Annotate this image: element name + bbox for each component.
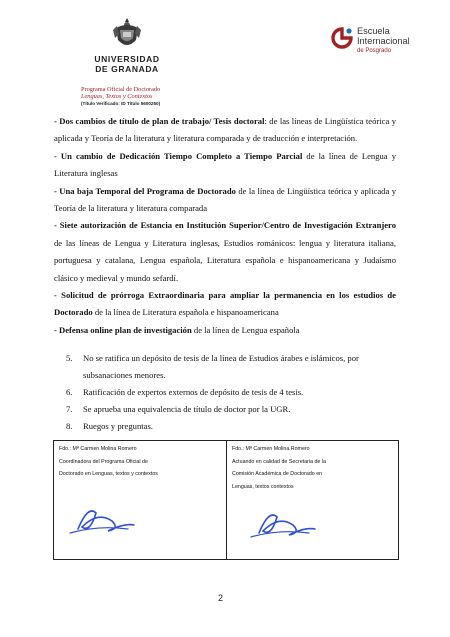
program-line-1: Programa Oficial de Doctorado xyxy=(81,86,161,93)
agenda-item xyxy=(54,322,396,339)
agenda-item xyxy=(54,287,396,322)
agenda-item-text: de la línea de Lingüística teórica y aplicada y Teoría de la literatura y literatura comparada xyxy=(54,185,396,214)
list-item xyxy=(66,401,396,418)
agenda-item xyxy=(54,148,396,183)
agenda-item-title: - Defensa online plan de investigación xyxy=(54,324,192,335)
agenda-item-title: - Solicitud de prórroga Extraordinaria para ampliar la permanencia en los estudios de Doctorado xyxy=(54,290,396,318)
list-text: Ruegos y preguntas. xyxy=(83,421,153,431)
agenda-item xyxy=(54,217,396,287)
school-name xyxy=(357,26,410,56)
signature-table xyxy=(53,440,399,560)
agenda-item-text: de la línea de Lengua y Literatura inglesas xyxy=(54,150,396,179)
signer-line: Fdo.: Mª Carmen Molina Romero xyxy=(232,446,310,452)
list-item xyxy=(66,350,396,384)
school-emblem-icon xyxy=(331,26,355,52)
signature-cell-coordinator xyxy=(54,441,226,559)
agenda-item-text: : de las líneas de Lingüística teórica y aplicada y Teoría de la literatura y literatura comparada y de traducción e interpretación. xyxy=(54,116,396,144)
program-title xyxy=(81,86,160,107)
signature-cell-secretary xyxy=(226,441,398,559)
page-number: 2 xyxy=(218,593,224,603)
page-header xyxy=(0,0,450,112)
school-line-2: Internacional xyxy=(357,36,410,46)
verification-id: (Título Verificado: ID Título 5600250) xyxy=(81,101,161,106)
agenda-item-title: - Un cambio de Dedicación Tiempo Completo a Tiempo Parcial xyxy=(54,150,303,161)
handwritten-signature-icon xyxy=(249,503,319,543)
signer-role: Actuando en calidad de Secretaria de la xyxy=(232,458,326,465)
school-line-3: de Posgrado xyxy=(357,48,392,54)
list-text: No se ratifica un depósito de tesis de la línea de Estudios árabes e islámicos, por subsanaciones menores. xyxy=(83,353,359,380)
agenda-item-title: - Siete autorización de Estancia en Institución Superior/Centro de Investigación Extranjero xyxy=(54,220,396,231)
list-text: Ratificación de expertos externos de depósito de tesis de 4 tesis. xyxy=(83,387,304,397)
signer-role: Doctorado en Lenguas, textos y contextos xyxy=(59,471,158,478)
numbered-list xyxy=(66,350,396,435)
school-line-1: Escuela xyxy=(357,26,390,36)
agenda-item xyxy=(54,183,396,218)
agenda-item xyxy=(54,113,396,148)
list-number: 6. xyxy=(66,387,73,397)
program-line-2: Lenguas, Textos y Contextos xyxy=(81,93,153,100)
list-text: Se aprueba una equivalencia de título de doctor por la UGR. xyxy=(83,404,291,414)
list-item xyxy=(66,384,396,401)
signer-line: Fdo.: Mª Carmen Molina Romero xyxy=(59,446,137,452)
agenda-items xyxy=(54,113,396,339)
signer-role: Lenguas, textos contextos xyxy=(232,483,294,490)
university-name: UNIVERSIDAD xyxy=(94,54,160,64)
handwritten-signature-icon xyxy=(68,499,138,539)
agenda-item-title: - Dos cambios de título de plan de trabajo/ Tesis doctoral xyxy=(54,116,265,126)
university-name-sub: DE GRANADA xyxy=(95,64,159,74)
agenda-item-text: de las líneas de Lengua y Literatura inglesas, Estudios románicos: lengua y literatura italiana, portuguesa y catalana, Lengua española, Literatura española e hispanoamericana y Judaísmo clásico y medieval y mundo sefardí. xyxy=(54,237,396,283)
list-item xyxy=(66,418,396,435)
signer-role: Comisión Académica de Doctorado en xyxy=(232,471,323,478)
agenda-item-title: - Una baja Temporal del Programa de Doctorado xyxy=(54,185,236,196)
agenda-item-text: de la línea de Literatura española e hispanoamericana xyxy=(92,307,279,318)
signer-role: Coordinadora del Programa Oficial de xyxy=(59,458,148,465)
university-logo xyxy=(92,16,162,74)
list-number: 8. xyxy=(66,421,73,431)
list-number: 5. xyxy=(66,353,73,363)
agenda-item-text: de la línea de Lengua española xyxy=(191,324,300,335)
list-number: 7. xyxy=(66,404,73,414)
university-crest-icon xyxy=(112,16,142,52)
